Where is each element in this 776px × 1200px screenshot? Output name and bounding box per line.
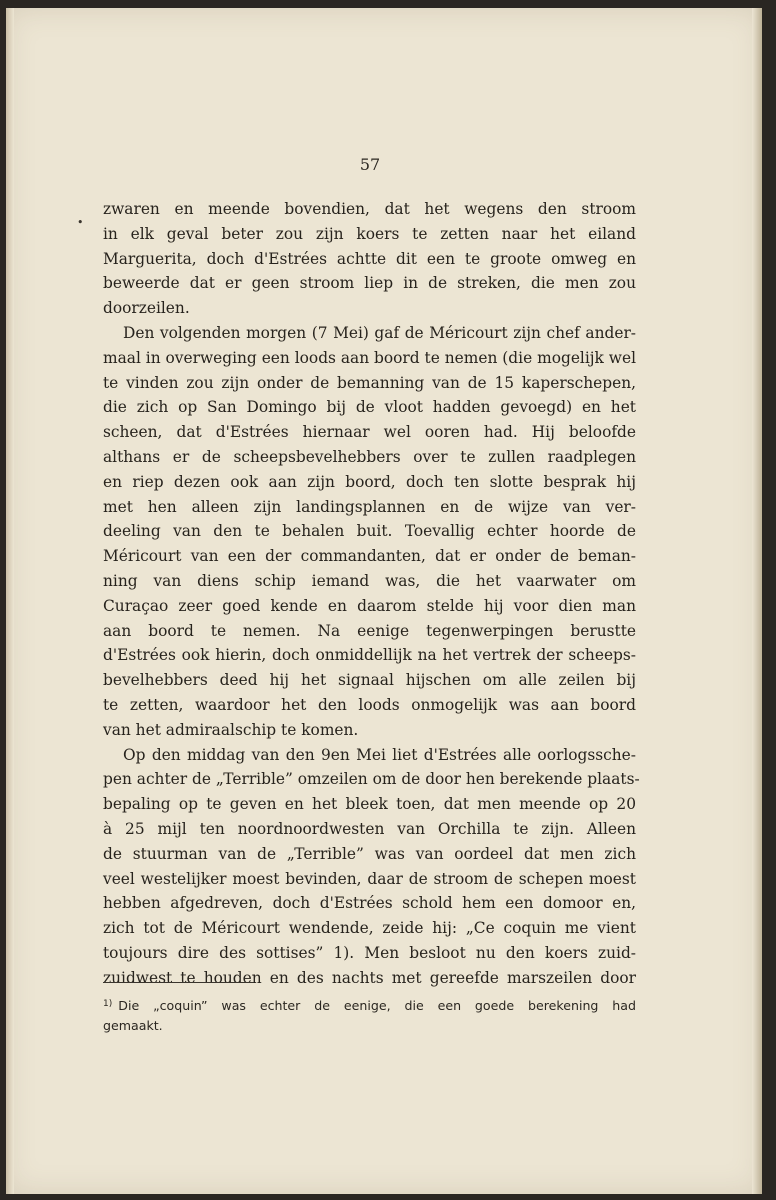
text-line: Curaçao zeer goed kende en daarom stelde hij voor dien man — [103, 596, 636, 615]
text-line: toujours dire des sottises” 1). Men besloot nu den koers zuid- — [103, 943, 636, 962]
text-line: zich tot de Méricourt wendende, zeide hij: „Ce coquin me vient — [103, 919, 636, 938]
text-line: van het admiraalschip te komen. — [103, 720, 359, 739]
text-line: Méricourt van een der commandanten, dat er onder de beman- — [103, 547, 636, 566]
text-line: die zich op San Domingo bij de vloot hadden gevoegd) en het — [103, 398, 636, 417]
book-page — [6, 8, 762, 1194]
text-line: Marguerita, doch d'Estrées achtte dit een te groote omweg en — [103, 249, 636, 268]
text-line: ning van diens schip iemand was, die het vaarwater om — [103, 571, 636, 590]
text-line: met hen alleen zijn landingsplannen en de wijze van ver- — [103, 497, 636, 516]
text-line: maal in overweging een loods aan boord te nemen (die mogelijk wel — [103, 348, 636, 367]
text-line: te zetten, waardoor het den loods onmogelijk was aan boord — [103, 695, 636, 714]
footnote-line: gemaakt. — [103, 1018, 163, 1033]
text-line: in elk geval beter zou zijn koers te zetten naar het eiland — [103, 224, 636, 243]
text-line: pen achter de „Terrible” omzeilen om de door hen berekende plaats- — [103, 770, 640, 789]
text-line: bevelhebbers deed hij het signaal hijschen om alle zeilen bij — [103, 671, 636, 690]
text-line: scheen, dat d'Estrées hiernaar wel ooren had. Hij beloofde — [103, 423, 636, 442]
footnote — [103, 994, 636, 1036]
text-line: bepaling op te geven en het bleek toen, dat men meende op 20 — [103, 795, 636, 814]
page-number: 57 — [359, 155, 381, 174]
text-line: d'Estrées ook hierin, doch onmiddellijk na het vertrek der scheeps- — [103, 646, 636, 665]
page-spine-shadow — [6, 8, 14, 1194]
text-line: doorzeilen. — [103, 299, 190, 318]
text-line: Den volgenden morgen (7 Mei) gaf de Méricourt zijn chef ander- — [123, 323, 636, 342]
text-line: Op den middag van den 9en Mei liet d'Estrées alle oorlogssche- — [123, 745, 636, 764]
body-text — [103, 197, 640, 991]
text-line: te vinden zou zijn onder de bemanning van de 15 kaperschepen, — [103, 373, 636, 392]
text-line: en riep dezen ook aan zijn boord, doch ten slotte besprak hij — [103, 472, 636, 491]
text-line: althans er de scheepsbevelhebbers over te zullen raadplegen — [103, 447, 636, 466]
text-line: deeling van den te behalen buit. Toevallig echter hoorde de — [103, 522, 636, 541]
text-line: aan boord te nemen. Na eenige tegenwerpingen berustte — [103, 621, 636, 640]
text-line: zuidwest te houden en des nachts met gereefde marszeilen door — [103, 968, 636, 987]
text-line: hebben afgedreven, doch d'Estrées schold hem een domoor en, — [103, 894, 636, 913]
text-line: à 25 mijl ten noordnoordwesten van Orchilla te zijn. Alleen — [103, 819, 636, 838]
page-edge — [752, 8, 762, 1194]
text-line: veel westelijker moest bevinden, daar de stroom de schepen moest — [103, 869, 636, 888]
footnote-marker: 1) — [103, 999, 113, 1009]
margin-mark: • — [77, 216, 84, 229]
footnote-text: Die „coquin” was echter de eenige, die een goede berekening had — [118, 998, 636, 1013]
text-line: zwaren en meende bovendien, dat het wegens den stroom — [103, 200, 636, 218]
text-line: beweerde dat er geen stroom liep in de streken, die men zou — [103, 274, 636, 293]
footnote-rule — [103, 982, 253, 983]
text-line: de stuurman van de „Terrible” was van oordeel dat men zich — [103, 844, 636, 863]
footnote-line — [103, 994, 636, 1016]
